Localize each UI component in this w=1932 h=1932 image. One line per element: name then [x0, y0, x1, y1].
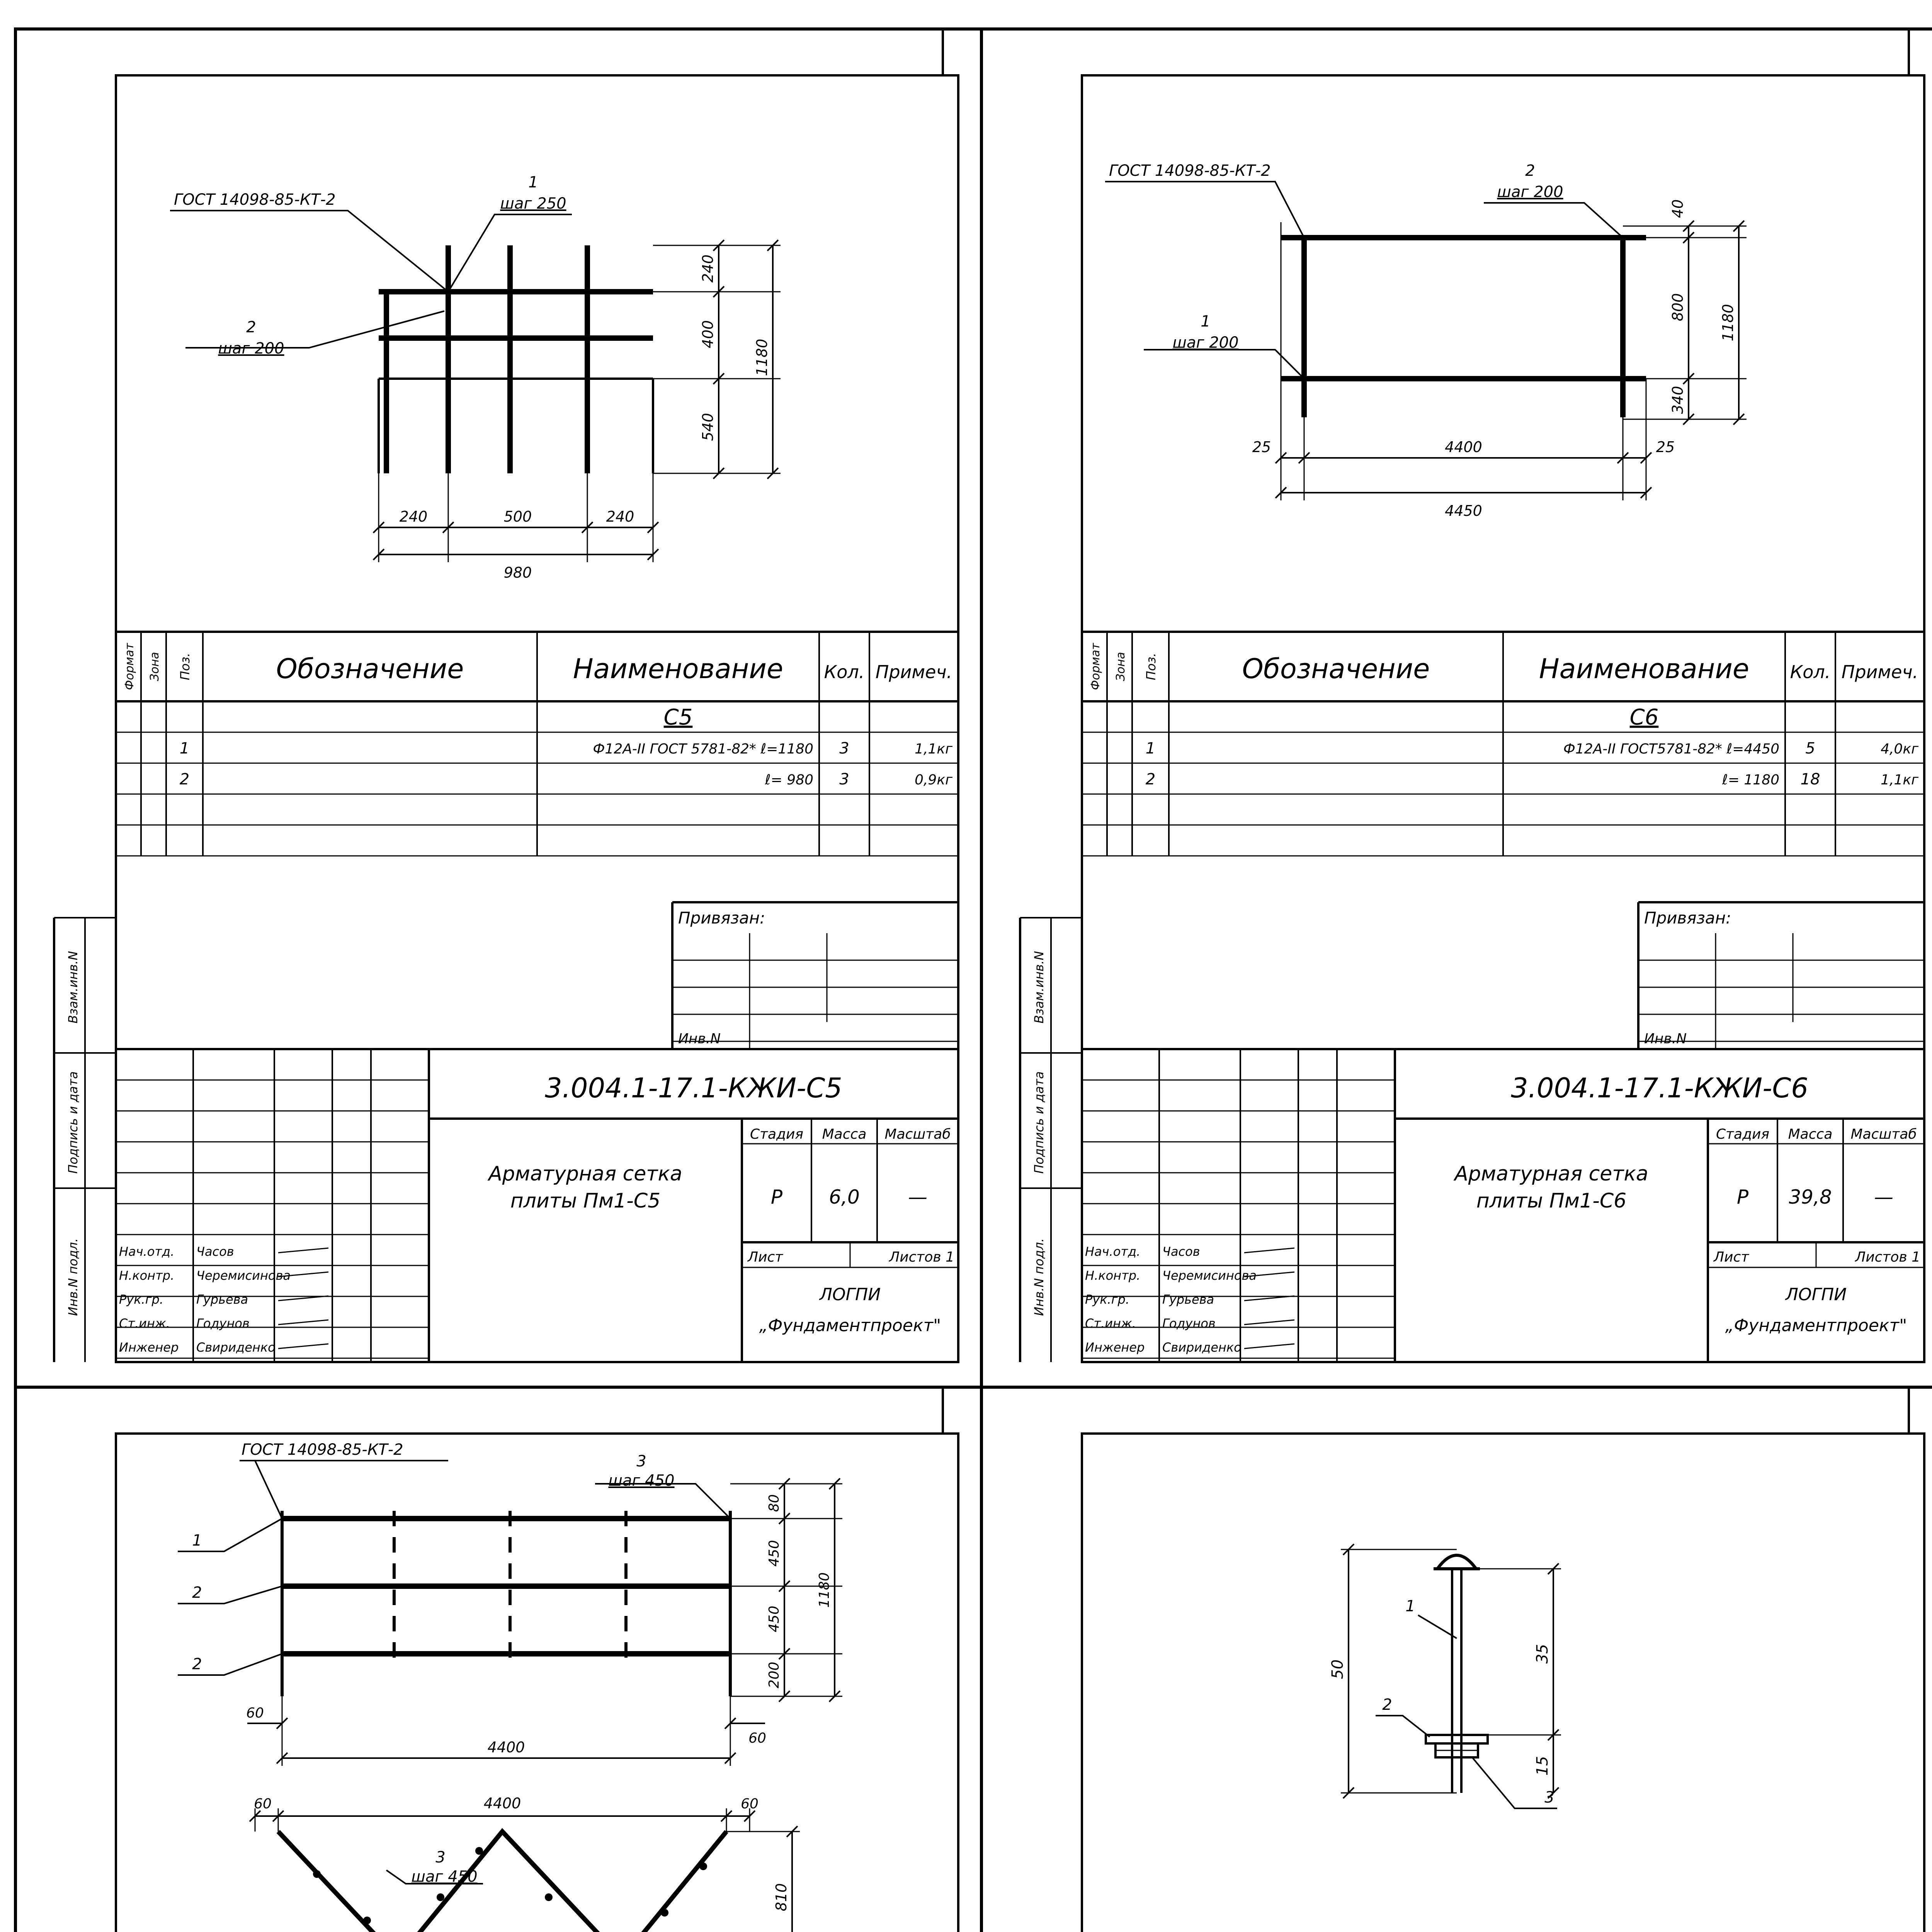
title-block	[116, 1049, 958, 1362]
dim-50: 50	[1329, 1659, 1347, 1679]
staff-name: Годунов	[196, 1316, 250, 1331]
leader-pos: 1	[192, 1532, 202, 1549]
header-note: Примеч.	[1841, 662, 1918, 682]
dim-b60l: 60	[254, 1796, 272, 1812]
side-label-sign: Подпись и дата	[66, 1071, 80, 1174]
leader-line	[1105, 182, 1304, 238]
leader-pos: 2	[192, 1655, 202, 1673]
signature-mark	[1244, 1320, 1294, 1325]
header-format: Формат	[1089, 643, 1102, 690]
sheet-code: 3.004.1-17.1-КЖИ-С6	[1511, 1072, 1808, 1104]
dim-h3: 240	[606, 508, 634, 525]
leader-line	[170, 211, 448, 292]
dim-h2: 4400	[1445, 439, 1482, 456]
staff-role: Нач.отд.	[1085, 1244, 1141, 1259]
header-qty: Кол.	[824, 662, 865, 682]
leader-pitch: шаг 200	[218, 340, 284, 357]
header-format: Формат	[123, 643, 136, 690]
row-name: Ф12А-II ГОСТ 5781-82* ℓ=1180	[593, 741, 813, 757]
dim-l60: 60	[246, 1705, 264, 1721]
side-label-sign: Подпись и дата	[1032, 1071, 1046, 1174]
staff-name: Гурьева	[1162, 1292, 1214, 1307]
page-frame	[15, 29, 1932, 1932]
leader-line	[1484, 203, 1623, 238]
leader-pos: 3	[1544, 1789, 1554, 1806]
row-name: ℓ= 980	[765, 772, 813, 788]
sheet-1	[54, 29, 958, 1362]
sheet-4	[1020, 1387, 1924, 1932]
inner-frame	[116, 1434, 958, 1932]
dim-ht: 4400	[487, 1739, 525, 1756]
binding-inv: Инв.N	[678, 1031, 721, 1047]
value-stage: Р	[1736, 1186, 1749, 1208]
value-mass: 39,8	[1789, 1186, 1832, 1208]
dim-ht: 4450	[1445, 502, 1482, 519]
weld-dot	[661, 1909, 668, 1917]
signature-mark	[1244, 1344, 1294, 1349]
drawing-c7	[178, 1441, 842, 1932]
dim-v2: 400	[699, 320, 716, 349]
staff-role: Рук.гр.	[119, 1292, 164, 1307]
staff-role: Н.контр.	[119, 1268, 175, 1283]
leader-pitch: шаг 200	[1497, 183, 1563, 201]
header-qty: Кол.	[1790, 662, 1831, 682]
spec-table	[1082, 632, 1924, 856]
row-qty: 5	[1805, 740, 1815, 757]
label-sheet: Лист	[1714, 1249, 1749, 1265]
staff-role: Инженер	[1085, 1340, 1145, 1355]
bolt-head	[1437, 1555, 1476, 1569]
label-scale: Масштаб	[1850, 1126, 1917, 1142]
org-line1: ЛОГПИ	[1785, 1285, 1847, 1304]
washer	[1426, 1735, 1488, 1743]
leader-pos: 2	[192, 1584, 202, 1602]
row-pos: 1	[179, 740, 190, 757]
dim-ht: 980	[503, 564, 532, 581]
zigzag-bar	[278, 1832, 726, 1932]
header-pos: Поз.	[178, 653, 192, 680]
dim-h1: 240	[399, 508, 428, 525]
leader-line	[1144, 350, 1304, 379]
leader-line	[240, 1461, 282, 1519]
value-stage: Р	[770, 1186, 783, 1208]
label-stage: Стадия	[750, 1126, 804, 1142]
weld-dot	[475, 1847, 483, 1855]
side-label-replace: Взам.инв.N	[1032, 951, 1046, 1024]
spec-table	[116, 632, 958, 856]
leader-pos: 3	[636, 1452, 646, 1470]
leader-pos: 1	[528, 173, 538, 191]
staff-role: Ст.инж.	[119, 1316, 170, 1331]
header-zone: Зона	[1114, 652, 1128, 681]
binding-box	[1638, 902, 1924, 1049]
sheet-title2: плиты Пм1-С5	[510, 1189, 661, 1213]
org-line2: „Фундаментпроект"	[1725, 1316, 1907, 1335]
header-name: Наименование	[1539, 653, 1749, 685]
org-line1: ЛОГПИ	[819, 1285, 881, 1304]
leader-line	[1376, 1716, 1430, 1737]
row-name: Ф12А-II ГОСТ5781-82* ℓ=4450	[1563, 741, 1779, 757]
group-label: С6	[1629, 705, 1659, 730]
side-label-inv: Инв.N подл.	[1032, 1238, 1046, 1316]
staff-role: Ст.инж.	[1085, 1316, 1136, 1331]
dim-h1: 25	[1252, 439, 1271, 456]
leader-pos: 2	[1525, 162, 1535, 180]
dim-15: 15	[1534, 1756, 1551, 1776]
dim-v1: 40	[1669, 199, 1686, 218]
row-note: 4,0кг	[1881, 741, 1918, 757]
staff-name: Свириденко	[196, 1340, 276, 1355]
row-qty: 3	[839, 770, 849, 788]
label-mass: Масса	[822, 1126, 867, 1142]
side-label-inv: Инв.N подл.	[66, 1238, 80, 1316]
dim-v4: 200	[766, 1662, 782, 1689]
header-designation: Обозначение	[1242, 653, 1430, 685]
label-scale: Масштаб	[884, 1126, 951, 1142]
staff-role: Нач.отд.	[119, 1244, 175, 1259]
sheet-title1: Арматурная сетка	[1454, 1162, 1648, 1185]
dim-r60: 60	[748, 1730, 766, 1746]
org-line2: „Фундаментпроект"	[759, 1316, 941, 1335]
sheet-title1: Арматурная сетка	[488, 1162, 682, 1185]
dim-v3: 340	[1669, 386, 1686, 414]
binding-label: Привязан:	[678, 908, 765, 927]
label-sheets: Листов 1	[889, 1249, 954, 1265]
staff-role: Инженер	[119, 1340, 179, 1355]
title-block	[1082, 1049, 1924, 1362]
signature-mark	[278, 1344, 328, 1349]
value-mass: 6,0	[829, 1186, 860, 1208]
value-scale: —	[1874, 1186, 1893, 1208]
leader-pos: 1	[1201, 313, 1211, 330]
signature-mark	[1244, 1248, 1294, 1253]
leader-pos: 2	[1382, 1696, 1392, 1714]
dim-v3: 450	[766, 1605, 782, 1633]
dim-v2: 450	[766, 1540, 782, 1567]
header-name: Наименование	[573, 653, 783, 685]
header-pos: Поз.	[1144, 653, 1158, 680]
signature-mark	[278, 1320, 328, 1325]
sheet-title2: плиты Пм1-С6	[1476, 1189, 1627, 1213]
staff-name: Часов	[1162, 1244, 1200, 1259]
leader-pos: 2	[246, 318, 256, 336]
group-label: С5	[663, 705, 693, 730]
row-pos: 2	[179, 770, 190, 788]
leader-pos: 1	[1405, 1597, 1415, 1615]
header-designation: Обозначение	[276, 653, 464, 685]
drawing-c5	[170, 173, 781, 581]
staff-name: Свириденко	[1162, 1340, 1242, 1355]
label-mass: Масса	[1788, 1126, 1833, 1142]
dim-v2: 800	[1669, 293, 1686, 321]
signature-mark	[278, 1248, 328, 1253]
label-stage: Стадия	[1716, 1126, 1770, 1142]
gost-label: ГОСТ 14098-85-КТ-2	[242, 1441, 403, 1459]
dim-h3: 25	[1656, 439, 1675, 456]
leader-pos: 3	[435, 1849, 446, 1866]
side-strip	[54, 918, 116, 1362]
row-pos: 1	[1145, 740, 1156, 757]
dim-bh: 810	[773, 1883, 790, 1912]
value-scale: —	[908, 1186, 927, 1208]
header-note: Примеч.	[875, 662, 952, 682]
row-pos: 2	[1145, 770, 1156, 788]
weld-dot	[699, 1862, 707, 1870]
leader-pitch: шаг 250	[500, 195, 566, 213]
staff-name: Часов	[196, 1244, 234, 1259]
weld-dot	[545, 1893, 553, 1901]
drawing-c6	[1105, 162, 1747, 519]
row-note: 0,9кг	[915, 772, 952, 788]
row-qty: 18	[1800, 770, 1820, 788]
gost-label: ГОСТ 14098-85-КТ-2	[1109, 162, 1271, 180]
side-label-replace: Взам.инв.N	[66, 951, 80, 1024]
staff-name: Черемисинова	[196, 1268, 291, 1283]
weld-dot	[313, 1870, 321, 1878]
leader-pitch: шаг 450	[608, 1472, 675, 1490]
leader-pitch: шаг 450	[411, 1868, 478, 1886]
staff-role: Н.контр.	[1085, 1268, 1141, 1283]
row-qty: 3	[839, 740, 849, 757]
sheet-code: 3.004.1-17.1-КЖИ-С5	[545, 1072, 842, 1104]
dim-vt: 1180	[1719, 304, 1736, 342]
dim-vt: 1180	[753, 338, 770, 376]
leader-pitch: шаг 200	[1172, 334, 1239, 352]
dim-vt: 1180	[816, 1572, 832, 1608]
staff-name: Черемисинова	[1162, 1268, 1257, 1283]
row-note: 1,1кг	[915, 741, 952, 757]
row-name: ℓ= 1180	[1722, 772, 1779, 788]
dim-v1: 80	[766, 1494, 782, 1512]
staff-name: Годунов	[1162, 1316, 1216, 1331]
dim-h2: 500	[503, 508, 532, 525]
binding-box	[672, 902, 958, 1049]
staff-role: Рук.гр.	[1085, 1292, 1130, 1307]
dim-b60r: 60	[741, 1796, 759, 1812]
label-sheets: Листов 1	[1855, 1249, 1920, 1265]
staff-name: Гурьева	[196, 1292, 248, 1307]
drawing-mh11	[1329, 1544, 1561, 1808]
weld-dot	[437, 1893, 444, 1901]
row-note: 1,1кг	[1881, 772, 1918, 788]
side-strip	[1020, 918, 1082, 1362]
gost-label: ГОСТ 14098-85-КТ-2	[174, 191, 336, 209]
dim-v1: 240	[699, 254, 716, 283]
dim-v3: 540	[699, 413, 716, 441]
sheet-2	[1020, 29, 1924, 1362]
dim-35: 35	[1534, 1644, 1551, 1664]
label-sheet: Лист	[748, 1249, 783, 1265]
binding-inv: Инв.N	[1644, 1031, 1687, 1047]
header-zone: Зона	[148, 652, 162, 681]
weld-dot	[363, 1917, 371, 1924]
sheet-3	[54, 1387, 958, 1932]
binding-label: Привязан:	[1644, 908, 1731, 927]
inner-frame	[1082, 1434, 1924, 1932]
dim-b4400: 4400	[483, 1795, 521, 1812]
